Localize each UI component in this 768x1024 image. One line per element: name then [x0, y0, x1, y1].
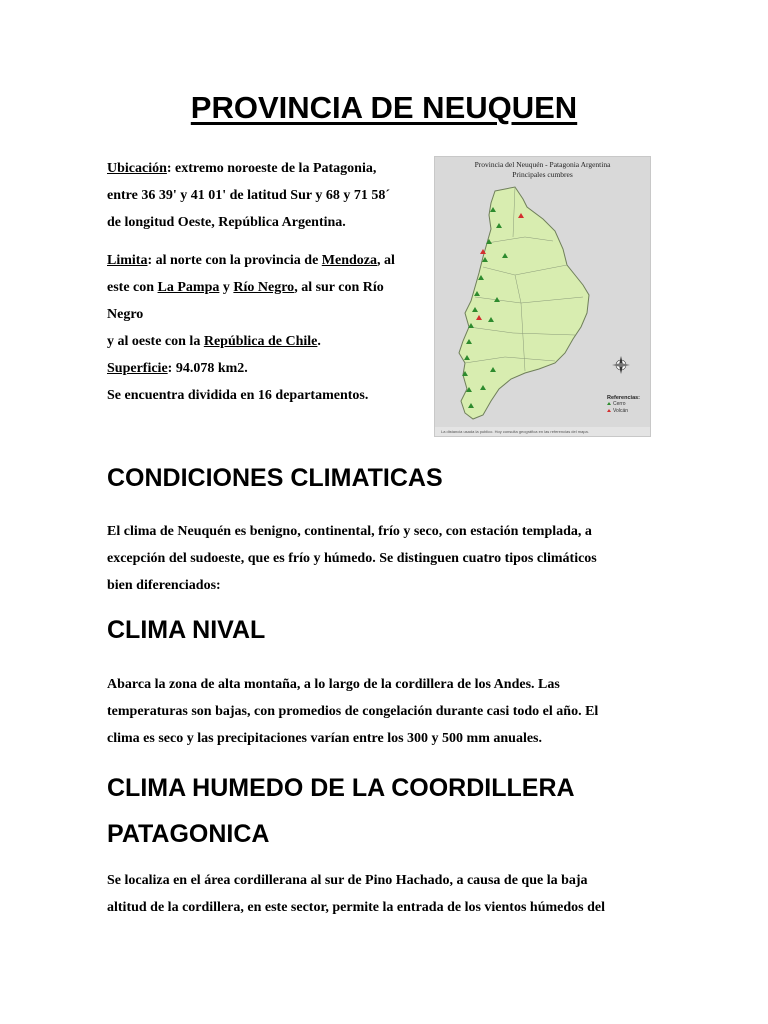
limita-text: .	[317, 334, 321, 349]
paragraph-line: clima es seco y las precipitaciones varían entre los 300 y 500 mm anuales.	[107, 731, 542, 746]
paragraph-line: altitud de la cordillera, en este sector, permite la entrada de los vientos húmedos del	[107, 900, 605, 915]
link-rio-negro[interactable]: Río Negro	[233, 280, 295, 295]
superficie-value: : 94.078 km2.	[167, 361, 248, 376]
heading-condiciones: CONDICIONES CLIMATICAS	[107, 464, 443, 492]
limita-paragraph	[107, 247, 395, 409]
paragraph-line: El clima de Neuquén es benigno, continental, frío y seco, con estación templada, a	[107, 524, 592, 539]
link-mendoza[interactable]: Mendoza	[321, 253, 378, 268]
map-legend-volcano: Volcán	[613, 408, 629, 414]
paragraph-line: Se localiza en el área cordillerana al sur de Pino Hachado, a causa de que la baja	[107, 873, 588, 888]
link-republica-de-chile[interactable]: República de Chile	[203, 334, 318, 349]
limita-text: este con	[107, 280, 158, 295]
map-legend-title: Referencias:	[607, 395, 641, 401]
compass-rose	[612, 356, 630, 374]
nival-paragraph	[107, 671, 598, 752]
heading-clima-nival: CLIMA NIVAL	[107, 616, 266, 644]
legend-volcano-icon	[607, 409, 611, 412]
paragraph-line: excepción del sudoeste, que es frío y húmedo. Se distinguen cuatro tipos climáticos	[107, 551, 597, 566]
limita-text: : al norte con la provincia de	[147, 253, 322, 268]
province-shape	[459, 187, 589, 419]
humedo-paragraph	[107, 867, 605, 921]
paragraph-line: bien diferenciados:	[107, 578, 221, 593]
paragraph-line: Abarca la zona de alta montaña, a lo largo de la cordillera de los Andes. Las	[107, 677, 560, 692]
heading-line: CLIMA HUMEDO DE LA COORDILLERA	[107, 774, 575, 802]
ubicacion-label: Ubicación	[107, 161, 167, 176]
legend-peak-icon	[607, 402, 611, 405]
heading-clima-humedo	[107, 765, 575, 857]
ubicacion-text-2: entre 36 39' y 41 01' de latitud Sur y 68 y 71 58´	[107, 188, 390, 203]
limita-text: , al sur con Río	[294, 280, 384, 295]
limita-text: y	[219, 280, 234, 295]
neuquen-map-image	[434, 156, 651, 437]
map-title: Provincia del Neuquén - Patagonia Argentina	[474, 160, 611, 169]
limita-text: y al oeste con la	[107, 334, 204, 349]
limita-label: Limita	[107, 253, 148, 268]
page-title: PROVINCIA DE NEUQUEN	[190, 90, 578, 125]
superficie-label: Superficie	[107, 361, 168, 376]
limita-text: , al	[377, 253, 395, 268]
departamentos-text: Se encuentra dividida en 16 departamentos.	[107, 388, 369, 403]
ubicacion-paragraph	[107, 155, 390, 236]
condiciones-paragraph	[107, 518, 597, 599]
map-legend-peak: Cerro	[613, 401, 626, 407]
ubicacion-text-3: de longitud Oeste, República Argentina.	[107, 215, 346, 230]
heading-line: PATAGONICA	[107, 820, 270, 848]
link-la-pampa[interactable]: La Pampa	[157, 280, 220, 295]
map-footer: La distancia usada la publico. Hoy consulta geográfica en las referencias del mapa.	[441, 429, 589, 434]
limita-text: Negro	[107, 307, 144, 322]
paragraph-line: temperaturas son bajas, con promedios de congelación durante casi todo el año. El	[107, 704, 599, 719]
ubicacion-text-1: : extremo noroeste de la Patagonia,	[166, 161, 377, 176]
map-subtitle: Principales cumbres	[512, 170, 573, 179]
